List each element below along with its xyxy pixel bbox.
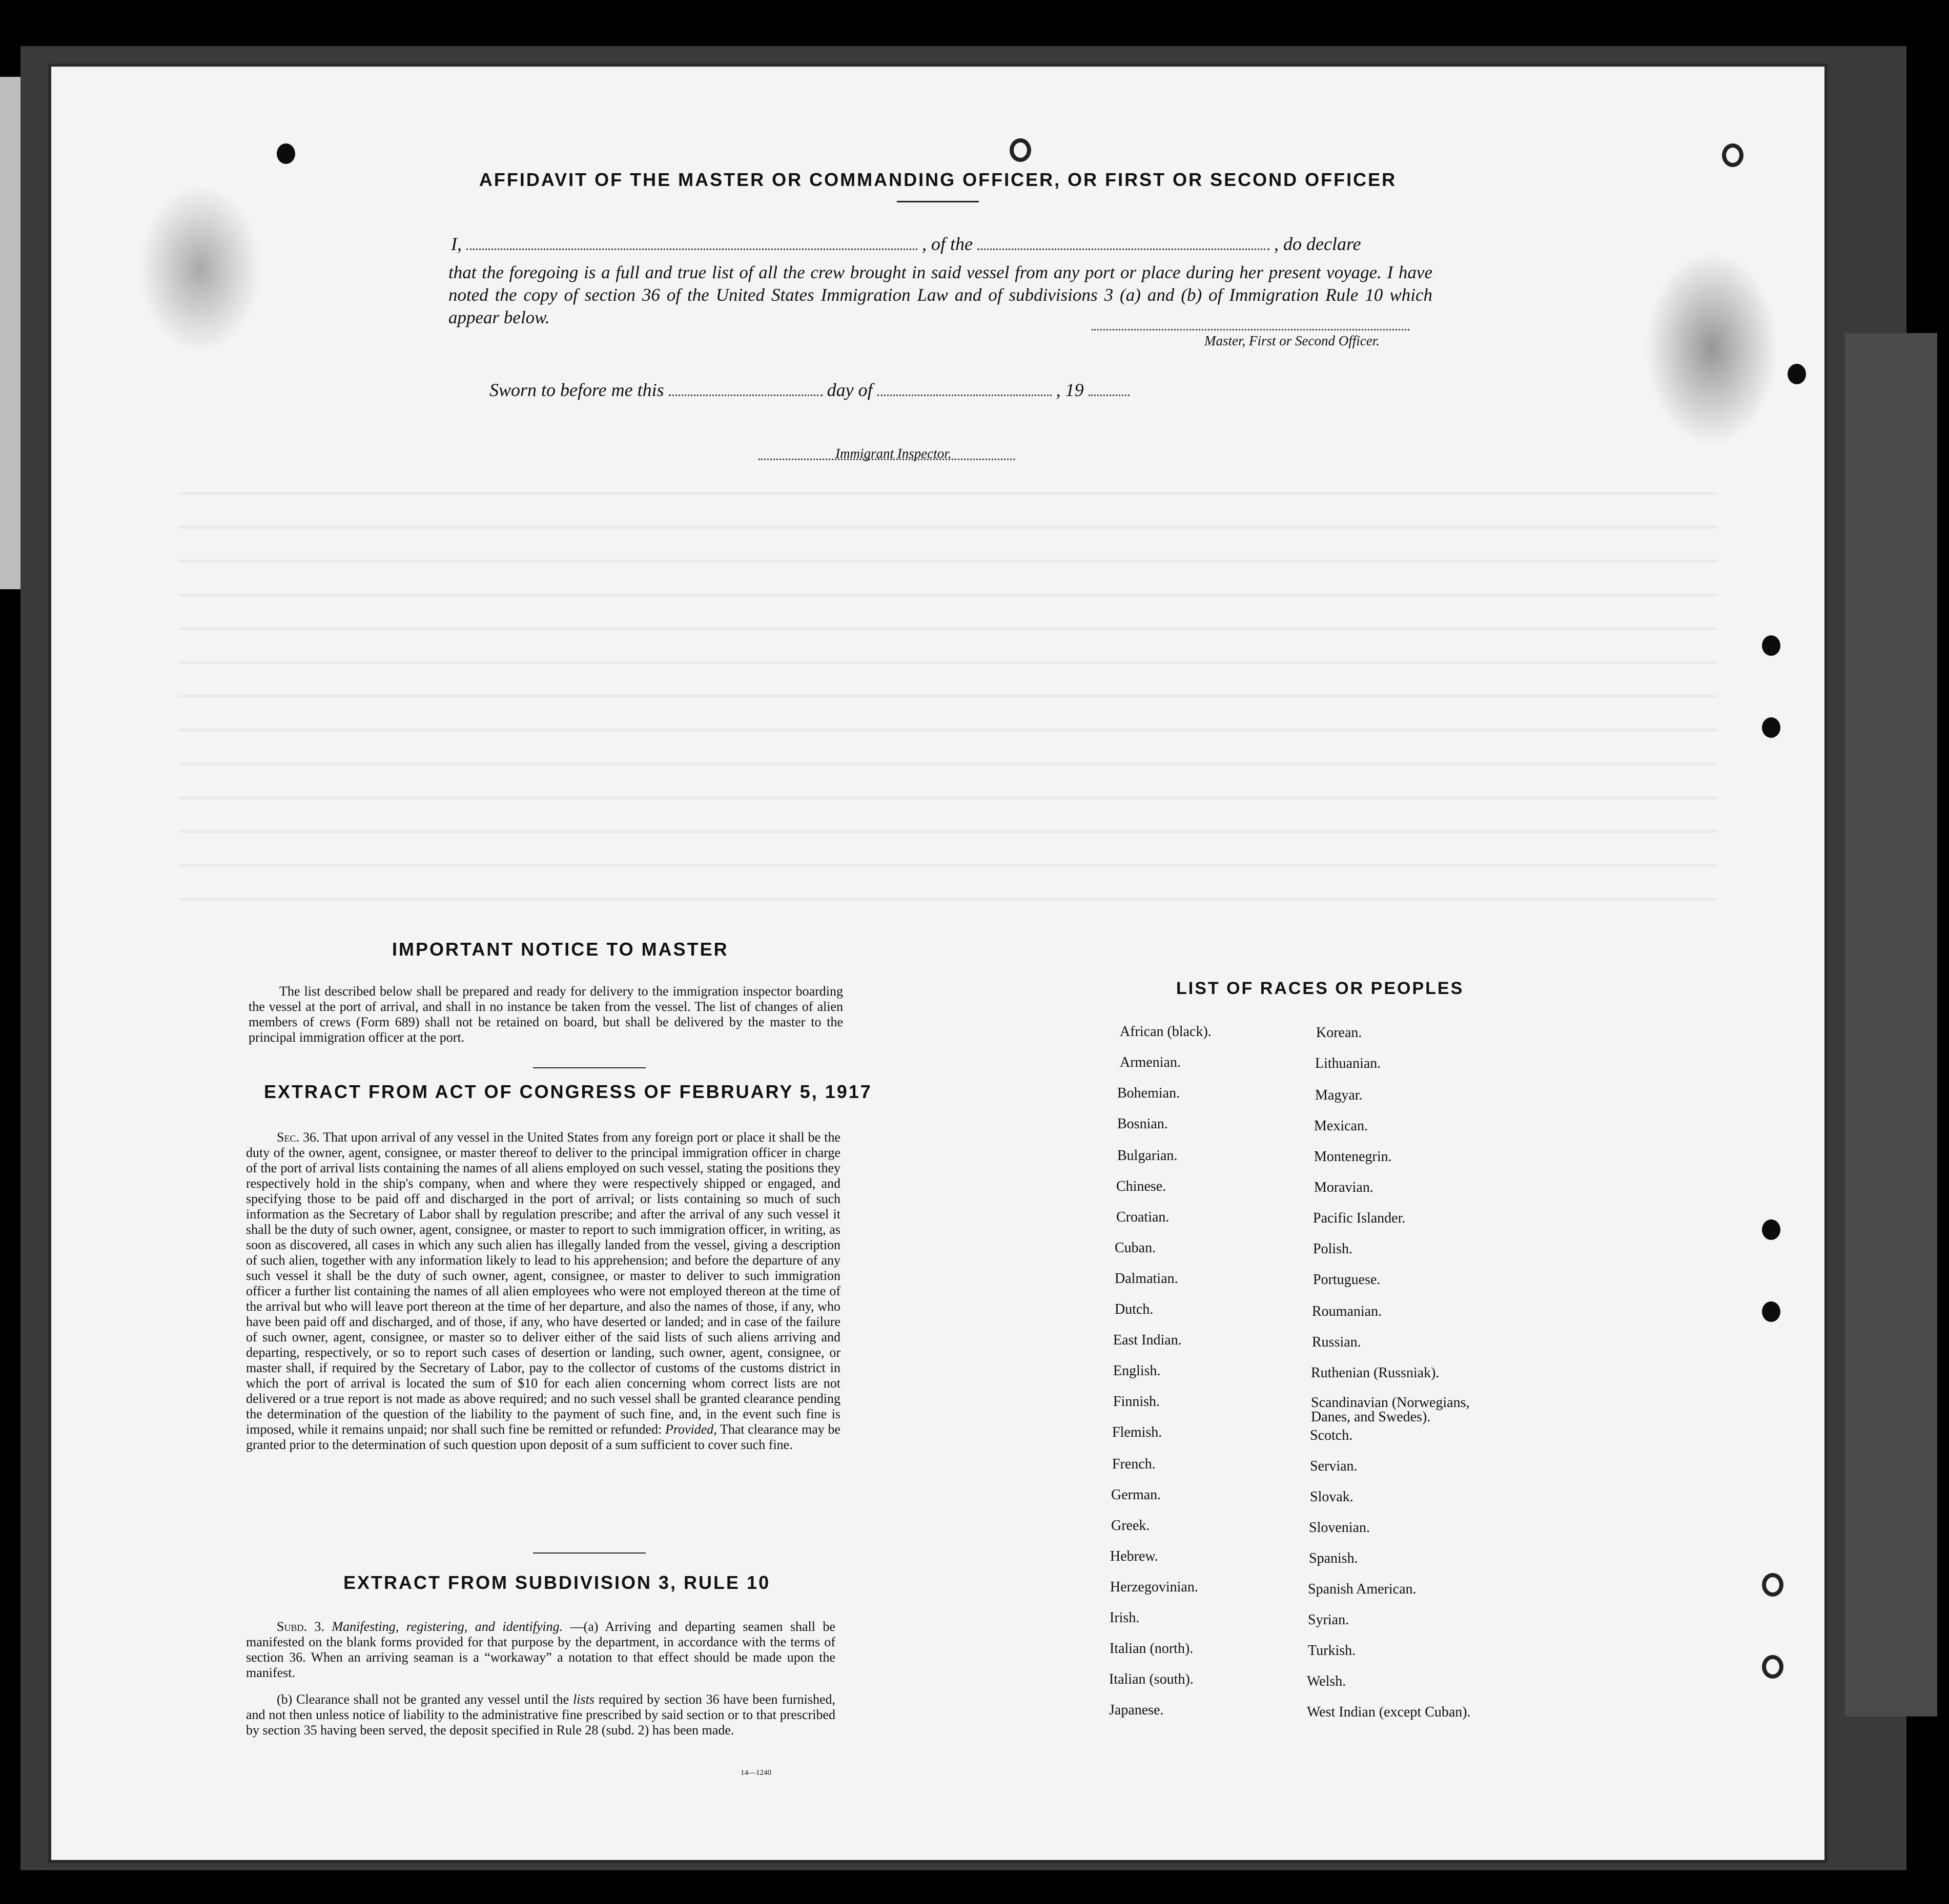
year-prefix: , 19 bbox=[1056, 380, 1084, 400]
sworn-month-field[interactable] bbox=[877, 380, 1052, 396]
act-provided-text: That clearance may be granted prior to the determination of such question upon deposit of a sum sufficient to cover such fine. bbox=[246, 1422, 841, 1452]
notice-title: IMPORTANT NOTICE TO MASTER bbox=[392, 939, 729, 960]
race-item: Scotch. bbox=[1310, 1427, 1353, 1443]
race-item: Lithuanian. bbox=[1315, 1056, 1381, 1071]
title-divider bbox=[897, 201, 979, 202]
sworn-day-field[interactable] bbox=[669, 380, 823, 396]
act-section-label: Sec. 36. bbox=[277, 1130, 320, 1145]
race-item: Syrian. bbox=[1308, 1612, 1349, 1628]
sworn-year-field[interactable] bbox=[1089, 380, 1130, 396]
binding-hole bbox=[277, 143, 295, 164]
race-item: Bohemian. bbox=[1117, 1085, 1180, 1101]
race-item: Hebrew. bbox=[1110, 1548, 1158, 1564]
race-item: Armenian. bbox=[1120, 1054, 1181, 1070]
race-item: Italian (south). bbox=[1109, 1671, 1194, 1687]
binding-hole bbox=[1788, 364, 1806, 384]
act-body bbox=[246, 1130, 840, 1453]
race-item: Montenegrin. bbox=[1314, 1149, 1392, 1165]
rule-para-a bbox=[246, 1619, 835, 1681]
race-item: Croatian. bbox=[1116, 1209, 1170, 1225]
underlying-page-right-edge bbox=[1845, 333, 1937, 1716]
race-item: Dalmatian. bbox=[1115, 1271, 1178, 1287]
stamp-smudge bbox=[1645, 251, 1778, 446]
binding-hole bbox=[1762, 717, 1780, 738]
notice-body: The list described below shall be prepared and ready for delivery to the immigration inspector boarding the vessel at the port of arrival, and shall in no instance be taken from the vessel. The list of changes of alien members of crews (Form 689) shall not be retained on board, but shall be delivered by the master to the principal immigration officer at the port. bbox=[249, 984, 843, 1045]
affidavit-body: that the foregoing is a full and true list of all the crew brought in said vessel from any port or place during her present voyage. I have noted the copy of section 36 of the United States Immigration Law and of subdivisions 3 (a) and (b) of Immigration Rule 10 which appear below. bbox=[448, 262, 1432, 327]
race-item: Ruthenian (Russniak). bbox=[1311, 1365, 1440, 1381]
race-item: Bosnian. bbox=[1117, 1116, 1168, 1132]
race-item: Irish. bbox=[1110, 1610, 1140, 1626]
section-divider bbox=[533, 1553, 646, 1554]
race-item: Roumanian. bbox=[1312, 1303, 1382, 1319]
race-item: Scandinavian (Norwegians, Danes, and Swedes). bbox=[1311, 1395, 1470, 1425]
form-page bbox=[51, 67, 1824, 1860]
binding-hole bbox=[1010, 138, 1031, 162]
race-item: Portuguese. bbox=[1313, 1272, 1381, 1288]
rule-subd-label: Subd. 3. bbox=[277, 1619, 324, 1634]
race-item: Japanese. bbox=[1109, 1702, 1164, 1718]
race-item: Mexican. bbox=[1314, 1118, 1368, 1134]
race-item: Flemish. bbox=[1112, 1424, 1162, 1440]
race-item: Italian (north). bbox=[1110, 1641, 1194, 1657]
race-item: Russian. bbox=[1312, 1334, 1361, 1350]
rule-para-b-text: required by section 36 have been furnished, and not then unless notice of liability to the administrative fine prescribed by said section or to that prescribed by section 35 having been served, the deposit specified in Rule 28 (subd. 2) has been made. bbox=[246, 1692, 836, 1737]
rule-para-b bbox=[246, 1692, 835, 1738]
race-item: Spanish American. bbox=[1308, 1581, 1417, 1597]
race-item: African (black). bbox=[1120, 1024, 1212, 1040]
of-the-label: , of the bbox=[922, 234, 973, 254]
act-provided-label: Provided, bbox=[665, 1422, 717, 1437]
officer-signature-caption: Master, First or Second Officer. bbox=[1204, 333, 1380, 348]
race-item: German. bbox=[1111, 1487, 1161, 1503]
race-item: Greek. bbox=[1111, 1518, 1150, 1534]
sworn-prefix: Sworn to before me this bbox=[489, 380, 664, 400]
bleed-through-rows bbox=[179, 461, 1717, 922]
race-item: Welsh. bbox=[1307, 1673, 1346, 1689]
declarant-line bbox=[451, 233, 1430, 255]
rule-para-b-lists: lists bbox=[573, 1692, 594, 1707]
binding-hole bbox=[1762, 1573, 1783, 1597]
act-section-text: That upon arrival of any vessel in the United States from any foreign port or place it shall be the duty of the owner, agent, consignee, or master thereof to deliver to the principal immigration officer in charge of the port of arrival lists containing the names of all aliens employed on such vessel, stating the positions they respectively hold in the ship's company, when and where they were respectively shipped or engaged, and specifying those to be paid off and discharged in the port of arrival; or lists containing so much of such information as the Secretary of Labor shall by regulation prescribe; and after the arrival of any such vessel it shall be the duty of such owner, agent, consignee, or master to report to such immigration officer, in writing, as soon as discovered, all cases in which any such alien has illegally landed from the vessel, giving a description of such alien, together with any information likely to lead to his apprehension; and before the departure of any such vessel it shall be the duty of such owner, agent, consignee, or master to deliver to such immigration officer a further list containing the names of all alien employees who were not employed thereon at the time of the arrival but who will leave port thereon at the time of her departure, and also the names of those, if any, who have been paid off and discharged, and of those, if any, who have deserted or landed; and in case of the failure of such owner, agent, consignee, or master so to deliver either of the said lists of such aliens arriving and departing, respectively, or so to report such cases of desertion or landing, such owner, agent, consignee, or master shall, if required by the Secretary of Labor, pay to the collector of customs of the customs district in which the port of arrival is located the sum of $10 for each alien concerning whom correct lists are not delivered or a true report is not made as above required; and no such vessel shall be granted clearance pending the determination of the question of the liability to the payment of such fine, and, in the event such fine is imposed, while it remains unpaid; nor shall such fine be remitted or refunded: bbox=[246, 1130, 841, 1437]
rule-para-b-prefix: (b) Clearance shall not be granted any vessel until the bbox=[277, 1692, 569, 1707]
race-item: Servian. bbox=[1310, 1458, 1358, 1474]
race-item: Polish. bbox=[1313, 1241, 1353, 1257]
rule-para-a-text: —(a) Arriving and departing seamen shall be manifested on the blank forms provided for that purpose by the department, in accordance with the terms of section 36. When an arriving seaman is a “workaway” a notation to that effect should be made upon the manifest. bbox=[246, 1619, 835, 1680]
race-item: Chinese. bbox=[1116, 1178, 1166, 1194]
race-item: Bulgarian. bbox=[1117, 1148, 1178, 1164]
binding-hole bbox=[1722, 143, 1743, 167]
section-divider bbox=[533, 1067, 646, 1068]
race-item: Spanish. bbox=[1309, 1550, 1358, 1566]
i-label: I, bbox=[451, 234, 462, 254]
inspector-caption: Immigrant Inspector. bbox=[835, 446, 952, 461]
race-item: Dutch. bbox=[1115, 1301, 1154, 1317]
race-item: Turkish. bbox=[1308, 1643, 1356, 1659]
binding-hole bbox=[1762, 635, 1780, 656]
races-title: LIST OF RACES OR PEOPLES bbox=[1176, 979, 1464, 998]
binding-hole bbox=[1762, 1219, 1780, 1240]
race-item: Korean. bbox=[1316, 1025, 1362, 1041]
day-of-label: day of bbox=[827, 380, 873, 400]
form-number: 14—1240 bbox=[741, 1769, 771, 1777]
binding-hole bbox=[1762, 1655, 1783, 1679]
race-item: French. bbox=[1112, 1456, 1156, 1472]
declare-label: , do declare bbox=[1274, 234, 1361, 254]
act-title: EXTRACT FROM ACT OF CONGRESS OF FEBRUARY 5, 1917 bbox=[264, 1081, 872, 1102]
declarant-name-field[interactable] bbox=[466, 234, 917, 250]
race-item: Slovak. bbox=[1310, 1489, 1353, 1505]
race-item: Moravian. bbox=[1314, 1179, 1373, 1195]
race-item: Magyar. bbox=[1315, 1087, 1363, 1103]
race-item: English. bbox=[1113, 1363, 1161, 1379]
race-item: West Indian (except Cuban). bbox=[1307, 1704, 1471, 1720]
affidavit-title: AFFIDAVIT OF THE MASTER OR COMMANDING OFFICER, OR FIRST OR SECOND OFFICER bbox=[479, 169, 1397, 190]
stamp-smudge bbox=[138, 184, 261, 354]
officer-signature-field[interactable] bbox=[1092, 329, 1409, 330]
sworn-line bbox=[489, 379, 1156, 401]
race-item: Pacific Islander. bbox=[1313, 1210, 1406, 1226]
rule-subd-title: Manifesting, registering, and identifying. bbox=[332, 1619, 563, 1634]
rule-title: EXTRACT FROM SUBDIVISION 3, RULE 10 bbox=[343, 1572, 771, 1593]
race-item: Slovenian. bbox=[1309, 1520, 1370, 1536]
binding-hole bbox=[1762, 1301, 1780, 1322]
race-item: Cuban. bbox=[1115, 1240, 1156, 1256]
vessel-name-field[interactable] bbox=[977, 234, 1269, 250]
race-item: East Indian. bbox=[1113, 1332, 1182, 1348]
race-item: Herzegovinian. bbox=[1110, 1579, 1198, 1595]
race-item: Finnish. bbox=[1113, 1394, 1160, 1410]
